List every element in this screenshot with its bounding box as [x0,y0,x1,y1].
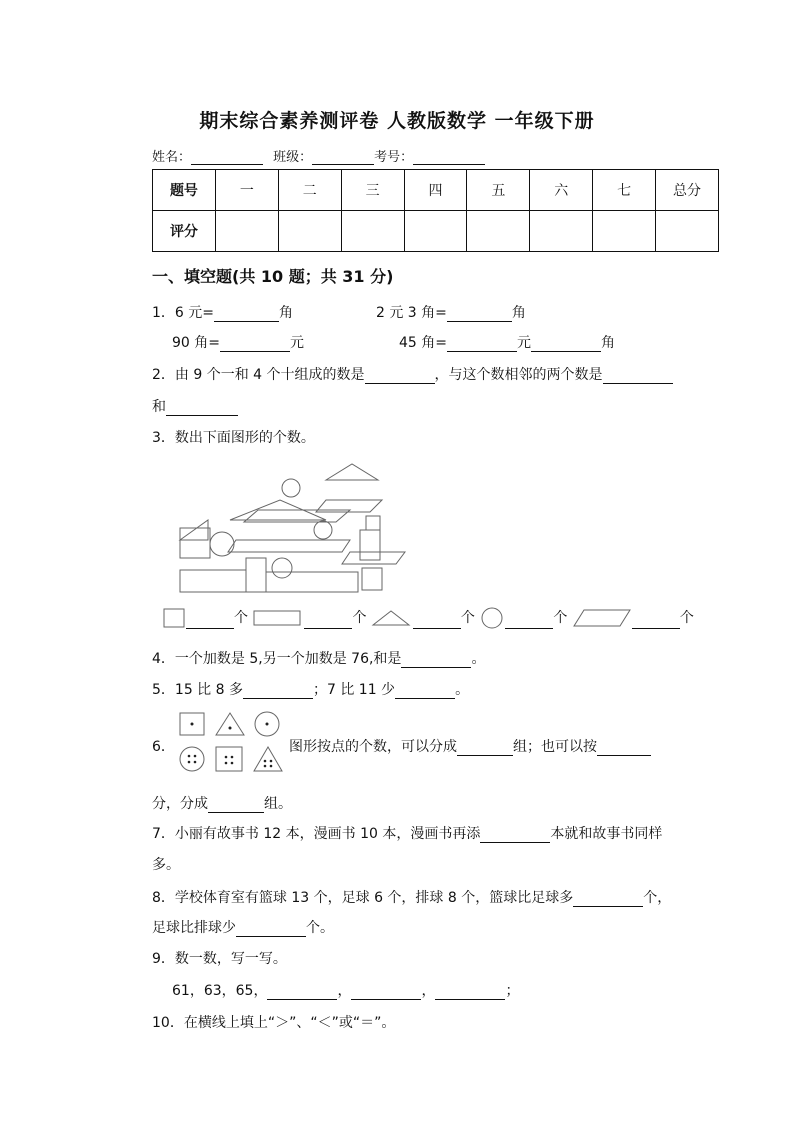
question-2-line-2 [152,396,238,416]
rectangle-shape [180,570,246,592]
unit-label: 角 [601,335,615,351]
answer-blank[interactable] [505,614,553,629]
question-text: 2．由 9 个一和 4 个十组成的数是 [152,367,365,383]
answer-blank[interactable] [413,614,461,629]
score-cell[interactable] [278,211,341,252]
rectangle-shape [246,558,266,592]
column-header: 一 [215,170,278,211]
table-row [153,170,719,211]
score-cell[interactable] [404,211,467,252]
question-text: 个。 [306,920,334,936]
number-sequence: 61，63，65， [172,983,268,999]
answer-blank[interactable] [267,985,337,1000]
column-header: 七 [593,170,656,211]
question-6-line-1 [289,736,651,756]
unit-label: 个 [460,610,475,626]
answer-blank[interactable] [186,614,234,629]
question-text: ；7 比 11 少 [312,682,396,698]
circle-shape [272,558,292,578]
answer-blank[interactable] [447,337,517,352]
column-header: 三 [341,170,404,211]
question-1-part-d [399,332,615,352]
question-8-line-1 [152,887,671,907]
question-text: 足球比排球少 [152,920,236,936]
question-text: 90 角= [172,335,220,351]
question-2-line-1 [152,364,673,384]
answer-blank[interactable] [480,828,550,843]
question-number-label: 题号 [153,170,216,211]
unit-label: 元 [290,335,304,351]
question-text: ，与这个数相邻的两个数是 [434,367,603,383]
column-header: 二 [278,170,341,211]
answer-blank[interactable] [597,741,651,756]
question-text: 4．一个加数是 5,另一个加数是 76,和是 [152,651,402,667]
punctuation: ； [505,983,520,999]
parallelogram-shape [228,540,350,552]
class-label: 班级： [273,150,313,165]
question-text: 2 元 3 角= [376,305,447,321]
section-heading: 一、填空题(共 10 题；共 31 分) [152,267,394,286]
question-text: 和 [152,399,166,415]
unit-label: 个 [679,610,694,626]
question-text: 分，分成 [152,796,208,812]
punctuation: 。 [455,682,470,698]
parallelogram-icon [572,607,632,629]
question-6-number: 6． [152,739,175,755]
answer-blank[interactable] [220,337,290,352]
student-info-line [152,146,485,165]
page-title: 期末综合素养测评卷 人教版数学 一年级下册 [199,110,595,132]
circle-shape [314,521,332,539]
answer-blank[interactable] [573,892,643,907]
question-6-line-2 [152,793,292,813]
question-text: 7．小丽有故事书 12 本，漫画书 10 本，漫画书再添 [152,826,481,842]
question-1-part-c [172,332,304,352]
question-text: 6 元= [174,305,215,321]
answer-blank[interactable] [304,614,352,629]
shapes-figure [170,460,415,600]
question-5-line [152,679,469,699]
name-blank[interactable] [191,150,263,165]
question-number: 1． [152,305,175,321]
question-4-line [152,648,485,668]
question-3-answer-row [162,607,694,629]
column-header: 四 [404,170,467,211]
question-3-text: 3．数出下面图形的个数。 [152,430,315,446]
score-label: 评分 [153,211,216,252]
score-cell[interactable] [467,211,530,252]
answer-blank[interactable] [214,307,279,322]
unit-label: 元 [517,335,531,351]
score-table [152,169,719,252]
punctuation: ， [337,983,352,999]
table-row [153,211,719,252]
punctuation: ， [421,983,436,999]
answer-blank[interactable] [243,684,313,699]
question-9-text: 9．数一数，写一写。 [152,951,287,967]
circle-shape [180,747,204,771]
square-shape [216,747,242,771]
square-shape [366,516,380,530]
score-cell[interactable] [341,211,404,252]
parallelogram-shape [342,552,405,564]
question-9-sequence [172,980,519,1000]
answer-blank[interactable] [457,741,513,756]
column-header: 总分 [656,170,719,211]
unit-label: 个 [234,610,248,626]
question-1-part-b [376,302,526,322]
question-text: 图形按点的个数，可以分成 [289,739,457,755]
name-label: 姓名： [152,150,192,165]
answer-blank[interactable] [236,922,306,937]
class-blank[interactable] [312,150,374,165]
exam-number-blank[interactable] [413,150,485,165]
question-10-text: 10．在横线上填上“＞”、“＜”或“＝”。 [152,1015,396,1031]
question-text: 本就和故事书同样 [550,826,663,842]
triangle-shape [180,520,208,540]
square-shape [362,568,382,590]
answer-blank[interactable] [435,985,505,1000]
rectangle-shape [266,572,358,592]
unit-label: 角 [511,305,526,321]
circle-shape [282,479,300,497]
question-7-line-2: 多。 [152,857,180,873]
question-text: 个， [643,890,672,906]
dot-shapes-figure [176,709,286,775]
answer-blank[interactable] [531,337,601,352]
unit-label: 个 [352,610,367,626]
unit-label: 角 [279,305,294,321]
triangle-shape [326,464,378,480]
column-header: 六 [530,170,593,211]
answer-blank[interactable] [447,307,512,322]
question-text: 组。 [264,796,292,812]
answer-blank[interactable] [401,653,471,668]
square-shape [180,528,210,558]
answer-blank[interactable] [208,798,264,813]
question-text: 8．学校体育室有篮球 13 个，足球 6 个，排球 8 个，篮球比足球多 [152,890,574,906]
answer-blank[interactable] [351,985,421,1000]
triangle-shape [254,747,282,771]
answer-blank[interactable] [395,684,455,699]
score-cell[interactable] [656,211,719,252]
question-text: 45 角= [399,335,447,351]
question-text: 5．15 比 8 多 [152,682,243,698]
circle-icon [479,607,505,629]
question-7-line-1 [152,823,662,843]
triangle-icon [371,607,413,629]
square-icon [162,607,186,629]
question-text: 组；也可以按 [513,739,597,755]
column-header: 五 [467,170,530,211]
question-8-line-2 [152,917,334,937]
triangle-shape [216,713,244,735]
score-cell[interactable] [215,211,278,252]
punctuation: 。 [471,651,486,667]
answer-blank[interactable] [632,614,680,629]
question-1-line-1 [152,302,293,322]
unit-label: 个 [553,610,568,626]
answer-blank[interactable] [166,401,238,416]
answer-blank[interactable] [603,369,673,384]
rectangle-icon [252,607,304,629]
score-cell[interactable] [593,211,656,252]
rectangle-shape [360,530,380,560]
answer-blank[interactable] [365,369,435,384]
score-cell[interactable] [530,211,593,252]
exam-number-label: 考号： [374,150,414,165]
